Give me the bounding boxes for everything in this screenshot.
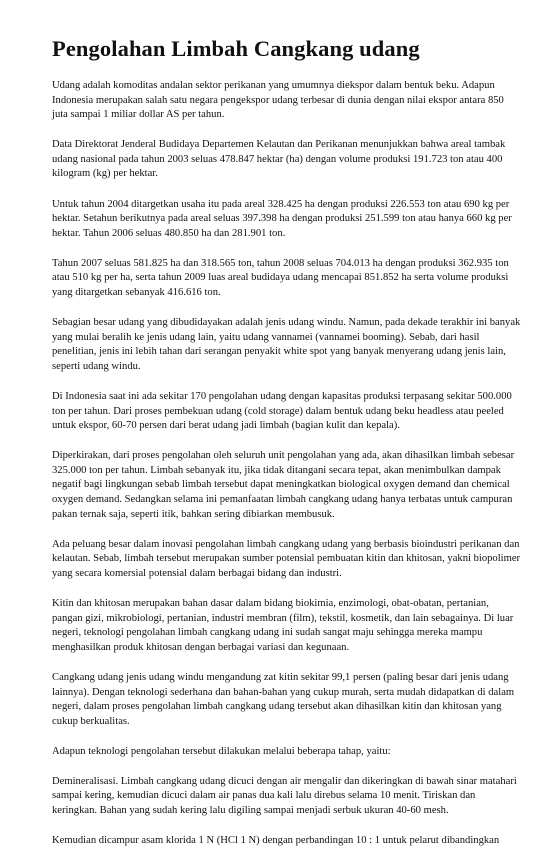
paragraph-13: Kemudian dicampur asam klorida 1 N (HCl 1 N) dengan perbandingan 10 : 1 untuk pelarut dibandingkan [52, 835, 500, 847]
paragraph-6: Di Indonesia saat ini ada sekitar 170 pengolahan udang dengan kapasitas produksi terpasang sekitar 500.000 ton per tahun. Dari proses pembekuan udang (cold storage) dalam bentuk udang beku headless atau peeled untuk ekspor, 60-70 persen dari berat udang jadi limbah (bagian kulit dan kepala). [52, 391, 512, 432]
document-title: Pengolahan Limbah Cangkang udang [52, 36, 420, 61]
paragraph-8: Ada peluang besar dalam inovasi pengolahan limbah cangkang udang yang berbasis bioindustri perikanan dan kelautan. Sebab, limbah tersebut merupakan sumber potensial pembuatan kitin dan khitosan, yakni biopolimer yang secara komersial potensial dalam berbagai bidang dan industri. [52, 538, 521, 579]
paragraph-2: Data Direktorat Jenderal Budidaya Departemen Kelautan dan Perikanan menunjukkan bahwa areal tambak udang nasional pada tahun 2003 seluas 478.847 hektar (ha) dengan volume produksi 191.723 ton atau 400 kilogram (kg) per hektar. [52, 139, 506, 180]
paragraph-7: Diperkirakan, dari proses pengolahan oleh seluruh unit pengolahan yang ada, akan dihasilkan limbah sebesar 325.000 ton per tahun. Limbah sebanyak itu, jika tidak ditangani secara tepat, akan menimbulkan dampak negatif bagi lingkungan sebab limbah tersebut dapat meningkatkan biological oxygen demand dan chemical oxygen demand. Sedangkan selama ini pemanfaatan limbah cangkang udang hanya terbatas untuk campuran pakan ternak saja, seperti itik, bahkan sering dibiarkan membusuk. [52, 450, 515, 520]
paragraph-5: Sebagian besar udang yang dibudidayakan adalah jenis udang windu. Namun, pada dekade terakhir ini banyak yang mulai beralih ke jenis udang lain, yaitu udang vannamei (vannamei booming). Sebab, dari hasil penelitian, jenis ini lebih tahan dari serangan penyakit white spot yang banyak menyerang udang jenis lain, seperti udang windu. [52, 317, 521, 372]
paragraph-12: Demineralisasi. Limbah cangkang udang dicuci dengan air mengalir dan dikeringkan di bawah sinar matahari sampai kering, kemudian dicuci dalam air panas dua kali lalu direbus selama 10 menit. Tiriskan dan keringkan. Bahan yang sudah kering lalu digiling sampai menjadi serbuk ukuran 40-60 mesh. [52, 775, 517, 817]
paragraph-10: Cangkang udang jenis udang windu mengandung zat kitin sekitar 99,1 persen (paling besar dari jenis udang lainnya). Dengan teknologi sederhana dan bahan-bahan yang cukup murah, serta mudah didapatkan di dalam negeri, dalam proses pengolahan limbah cangkang udang tersebut akan dihasilkan kitin dan khitosan yang cukup berkualitas. [52, 671, 515, 727]
paragraph-11: Adapun teknologi pengolahan tersebut dilakukan melalui beberapa tahap, yaitu: [52, 745, 391, 757]
paragraph-9: Kitin dan khitosan merupakan bahan dasar dalam bidang biokimia, enzimologi, obat-obatan, pertanian, pangan gizi, mikrobiologi, pertanian, industri membran (film), tekstil, kosmetik, dan lain sebagainya. Di luar negeri, teknologi pengolahan limbah cangkang udang ini sudah sangat maju sehingga mereka mampu menghasilkan produk khitosan dengan berbagai variasi dan kegunaan. [52, 598, 514, 653]
paragraph-1: Udang adalah komoditas andalan sektor perikanan yang umumnya diekspor dalam bentuk beku. Adapun Indonesia merupakan salah satu negara pengekspor udang terbesar di dunia dengan nilai ekspor antara 850 juta sampai 1 miliar dollar AS per tahun. [52, 80, 504, 121]
paragraph-4: Tahun 2007 seluas 581.825 ha dan 318.565 ton, tahun 2008 seluas 704.013 ha dengan produksi 362.935 ton atau 510 kg per ha, serta tahun 2009 luas areal budidaya udang mencapai 851.852 ha serta volume produksi yang ditargetkan sebanyak 416.616 ton. [52, 257, 509, 299]
paragraph-3: Untuk tahun 2004 ditargetkan usaha itu pada areal 328.425 ha dengan produksi 226.553 ton atau 690 kg per hektar. Setahun berikutnya pada areal seluas 397.398 ha dengan produksi 251.599 ton atau hanya 660 kg per hektar. Tahun 2006 seluas 480.850 ha dan 281.901 ton. [52, 198, 512, 239]
